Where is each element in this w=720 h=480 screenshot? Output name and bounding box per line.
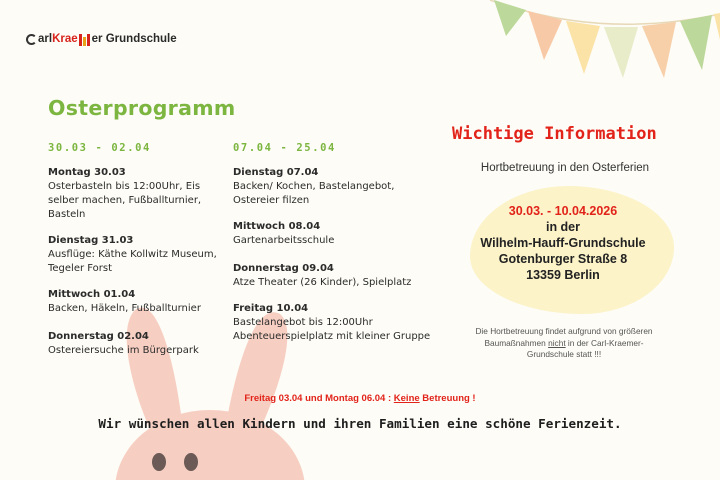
- day-line: Gartenarbeitsschule: [233, 235, 335, 246]
- day-line: Osterbasteln bis 12:00Uhr, Eis: [48, 181, 201, 192]
- day-line: Basteln: [48, 209, 86, 220]
- closed-text: Freitag 03.04 und Montag 06.04 :: [244, 393, 394, 404]
- day-heading: Donnerstag 02.04: [48, 331, 149, 342]
- day-heading: Freitag 10.04: [233, 303, 309, 314]
- day-block: [233, 262, 411, 290]
- care-school: Wilhelm-Hauff-Grundschule: [480, 236, 646, 250]
- bunny-eye-right: [184, 453, 198, 471]
- note-text: in der Carl-Kraemer-: [565, 337, 644, 348]
- care-city: 13359 Berlin: [526, 268, 600, 282]
- day-line: Backen/ Kochen, Bastelangebot,: [233, 181, 395, 192]
- day-line: Backen, Häkeln, Fußballturnier: [48, 303, 201, 314]
- day-block: [233, 166, 394, 208]
- logo-text-carl: arl: [38, 33, 53, 45]
- day-heading: Donnerstag 09.04: [233, 263, 334, 274]
- week2-range: 07.04 - 25.04: [233, 142, 336, 154]
- program-title: Osterprogramm: [48, 96, 236, 120]
- construction-note: [448, 326, 680, 361]
- closed-days-notice: [0, 393, 720, 404]
- logo-text-krae: Krae: [52, 33, 78, 45]
- day-block: [48, 330, 199, 358]
- day-heading: Mittwoch 08.04: [233, 221, 321, 232]
- day-heading: Dienstag 07.04: [233, 167, 319, 178]
- logo-text-grundschule: er Grundschule: [91, 33, 177, 45]
- closed-emphasis: Keine: [393, 393, 420, 404]
- day-block: [48, 288, 201, 316]
- note-text: Baumaßnahmen: [484, 337, 549, 348]
- day-heading: Mittwoch 01.04: [48, 289, 136, 300]
- logo-c-icon: [26, 34, 37, 45]
- day-line: Ostereiersuche im Bürgerpark: [48, 345, 199, 356]
- day-heading: Montag 30.03: [48, 167, 126, 178]
- school-logo: [26, 31, 177, 47]
- care-location: [440, 203, 686, 283]
- care-line: in der: [545, 220, 581, 234]
- day-block: [48, 166, 201, 222]
- day-line: Ostereier filzen: [233, 195, 310, 206]
- day-line: Ausflüge: Käthe Kollwitz Museum,: [48, 249, 217, 260]
- day-line: selber machen, Fußballturnier,: [48, 195, 202, 206]
- bunny-eye-left: [152, 453, 166, 471]
- day-line: Abenteuerspielplatz mit kleiner Gruppe: [233, 331, 431, 342]
- bunting-flag: [494, 0, 526, 36]
- bunting-decoration: [480, 0, 720, 90]
- care-dates: 30.03. - 10.04.2026: [508, 204, 618, 218]
- day-block: [48, 234, 217, 276]
- note-emphasis: nicht: [548, 337, 566, 348]
- info-subtitle: Hortbetreuung in den Osterferien: [480, 162, 650, 174]
- note-text: Grundschule statt !!!: [526, 349, 602, 359]
- bunting-flag: [642, 22, 676, 78]
- logo-figures-icon: [79, 33, 91, 46]
- note-text: Die Hortbetreuung findet aufgrund von größeren: [475, 326, 653, 336]
- day-line: Bastelangebot bis 12:00Uhr: [233, 317, 373, 328]
- week1-range: 30.03 - 02.04: [48, 142, 151, 154]
- day-heading: Dienstag 31.03: [48, 235, 134, 246]
- bunting-flag: [680, 15, 712, 70]
- holiday-wish: Wir wünschen allen Kindern und ihren Familien eine schöne Ferienzeit.: [98, 416, 622, 431]
- closed-text: Betreuung !: [419, 393, 476, 404]
- day-block: [233, 302, 430, 344]
- day-line: Atze Theater (26 Kinder), Spielplatz: [233, 277, 412, 288]
- bunting-flag: [604, 27, 638, 78]
- day-line: Tegeler Forst: [48, 263, 113, 274]
- bunting-flag: [714, 13, 720, 40]
- info-title: Wichtige Information: [452, 124, 657, 144]
- care-street: Gotenburger Straße 8: [498, 252, 628, 266]
- bunting-flag: [566, 21, 600, 74]
- day-block: [233, 220, 334, 248]
